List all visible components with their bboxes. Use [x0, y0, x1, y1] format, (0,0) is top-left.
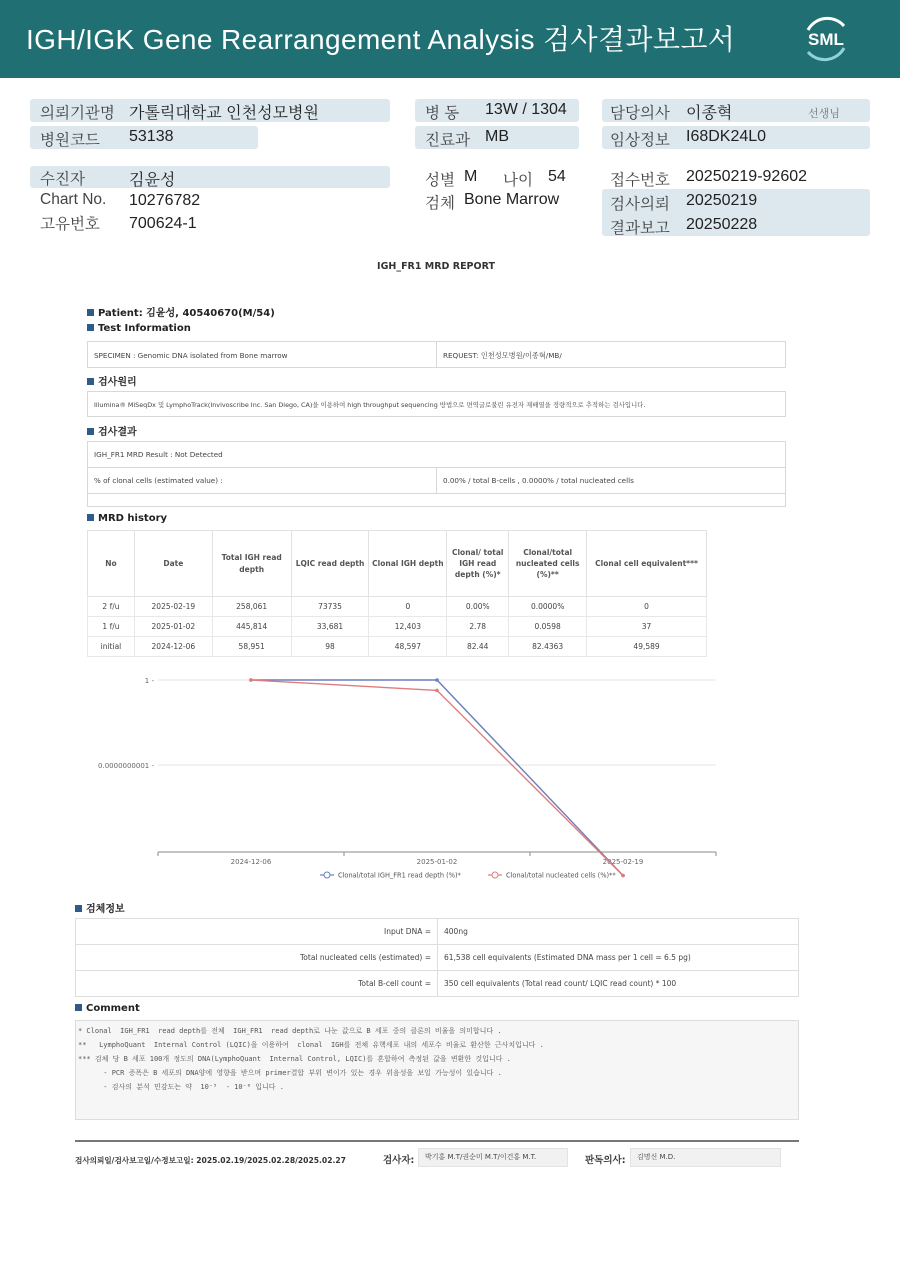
table-cell: initial	[88, 637, 135, 657]
table-cell: 37	[587, 617, 707, 637]
table-cell: 98	[291, 637, 369, 657]
clinical-label: 임상정보	[610, 132, 670, 149]
result-row-divider-2	[87, 493, 786, 494]
dept-value: MB	[485, 128, 509, 145]
test-info-heading-text: Test Information	[98, 323, 191, 334]
specimen-info-heading	[75, 900, 125, 915]
ward-label: 병 동	[425, 105, 460, 122]
comment-line: - 검사의 분석 민감도는 약 10⁻⁵ - 10⁻⁶ 입니다 .	[78, 1083, 284, 1091]
principle-heading	[87, 373, 137, 388]
table-cell: 2025-02-19	[134, 597, 212, 617]
table-cell: 2024-12-06	[134, 637, 212, 657]
table-row	[76, 945, 799, 971]
y-tick-label: 1 -	[144, 677, 154, 685]
table-cell: 0.00%	[447, 597, 509, 617]
col-header: Clonal cell equivalent***	[587, 531, 707, 597]
col-header: Clonal/ total IGH read depth (%)*	[447, 531, 509, 597]
report-value: 20250228	[686, 216, 758, 233]
square-bullet-icon	[75, 905, 82, 912]
table-cell: 48,597	[369, 637, 447, 657]
comment-heading	[75, 1003, 140, 1014]
sex-label: 성별	[425, 172, 455, 189]
sex-value: M	[464, 168, 478, 185]
specimen-key: Input DNA =	[76, 919, 438, 945]
clinical-value: I68DK24L0	[686, 128, 767, 145]
col-header: Date	[134, 531, 212, 597]
y-tick-label: 0.0000000001 -	[98, 762, 154, 770]
table-cell: 0.0598	[509, 617, 587, 637]
table-cell: 33,681	[291, 617, 369, 637]
hospital-code-value: 53138	[129, 128, 174, 145]
table-row	[88, 637, 707, 657]
col-header: Total IGH read depth	[212, 531, 291, 597]
table-row	[88, 597, 707, 617]
ward-value: 13W / 1304	[485, 101, 567, 118]
chart-no-value: 10276782	[129, 192, 201, 209]
clonal-label: % of clonal cells (estimated value) :	[94, 476, 223, 485]
principle-heading-text: 검사원리	[98, 377, 137, 388]
square-bullet-icon	[87, 309, 94, 316]
report-label: 결과보고	[610, 220, 670, 237]
specimen-info-text: SPECIMEN : Genomic DNA isolated from Bone marrow	[94, 351, 288, 360]
comment-line: - PCR 증폭은 B 세포의 DNA양에 영향을 받으며 primer결합 부위 변이가 있는 경우 위음성을 보일 가능성이 있습니다 .	[78, 1069, 502, 1077]
tester-label: 검사자:	[383, 1155, 415, 1166]
result-heading-text: 검사결과	[98, 427, 137, 438]
comment-line: * Clonal IGH_FR1 read depth를 전체 IGH_FR1 read depth로 나눈 값으로 B 세포 중의 클론의 비율을 의미합니다 .	[78, 1027, 502, 1035]
specimen-key: Total nucleated cells (estimated) =	[76, 945, 438, 971]
series-point	[435, 678, 439, 682]
specimen-key: Total B-cell count =	[76, 971, 438, 997]
doctor-suffix: 선생님	[808, 108, 840, 120]
x-tick-label: 2025-01-02	[416, 858, 458, 866]
specimen-value: 400ng	[438, 919, 799, 945]
patient-value: 김윤성	[129, 172, 176, 189]
square-bullet-icon	[87, 514, 94, 521]
table-cell: 258,061	[212, 597, 291, 617]
specimen-value: 61,538 cell equivalents (Estimated DNA mass per 1 cell = 6.5 pg)	[438, 945, 799, 971]
reader-value: 김명신 M.D.	[630, 1148, 781, 1167]
tester-value: 박기홍 M.T/권순미 M.T/이건홍 M.T.	[418, 1148, 568, 1167]
col-header: Clonal/total nucleated cells (%)**	[509, 531, 587, 597]
specimen-info-table	[75, 918, 799, 997]
principle-text: Illumina® MiSeqDx 및 LymphoTrack(Invivoscribe Inc. San Diego, CA)을 이용하여 high throughput sequencing 방법으로 면역글로불린 유전자 재배열을 정량적으로 추적하는 검사입니다.	[94, 401, 646, 409]
table-cell: 49,589	[587, 637, 707, 657]
series-line	[251, 680, 623, 876]
table-cell: 2.78	[447, 617, 509, 637]
comment-line: ** LymphoQuant Internal Control (LQIC)을 이용하여 clonal IGH를 전체 유핵세포 내의 세포수 비율로 환산한 근사치입니다 .	[78, 1041, 544, 1049]
table-row	[88, 617, 707, 637]
series-point	[249, 678, 253, 682]
series-point	[621, 874, 625, 878]
comment-box	[75, 1020, 799, 1120]
clonal-value: 0.00% / total B-cells , 0.0000% / total nucleated cells	[443, 476, 634, 485]
specimen-info-heading-text: 검체정보	[86, 904, 125, 915]
request-value: 20250219	[686, 192, 758, 209]
receipt-value: 20250219-92602	[686, 168, 808, 185]
table-cell: 2 f/u	[88, 597, 135, 617]
table-row	[76, 919, 799, 945]
test-info-divider	[436, 341, 437, 368]
age-value: 54	[548, 168, 566, 185]
table-cell: 82.4363	[509, 637, 587, 657]
result-col-divider	[436, 467, 437, 493]
result-heading	[87, 423, 137, 438]
table-cell: 73735	[291, 597, 369, 617]
institution-value: 가톨릭대학교 인천성모병원	[129, 105, 319, 122]
doctor-value: 이종혁	[686, 105, 733, 122]
table-cell: 445,814	[212, 617, 291, 637]
specimen-value: Bone Marrow	[464, 191, 560, 208]
patient-line	[87, 304, 275, 319]
series-point	[435, 689, 439, 693]
col-header: LQIC read depth	[291, 531, 369, 597]
table-cell: 58,951	[212, 637, 291, 657]
legend-label: Clonal/total IGH_FR1 read depth (%)*	[338, 871, 461, 880]
dept-label: 진료과	[425, 132, 470, 149]
report-header	[0, 0, 900, 78]
chart-no-label: Chart No.	[40, 191, 107, 208]
x-tick-label: 2025-02-19	[602, 858, 644, 866]
specimen-value: 350 cell equivalents (Total read count/ LQIC read count) * 100	[438, 971, 799, 997]
table-row	[76, 971, 799, 997]
test-info-heading	[87, 323, 191, 334]
mrd-history-table	[87, 530, 707, 657]
result-text: IGH_FR1 MRD Result : Not Detected	[94, 450, 223, 459]
request-info-text: REQUEST: 인천성모병원/이종혁/MB/	[443, 351, 562, 360]
square-bullet-icon	[87, 378, 94, 385]
table-cell: 82.44	[447, 637, 509, 657]
sml-logo	[798, 12, 854, 66]
mrd-line-chart	[90, 666, 730, 886]
col-header: Clonal IGH depth	[369, 531, 447, 597]
request-label: 검사의뢰	[610, 196, 670, 213]
table-cell: 2025-01-02	[134, 617, 212, 637]
report-title: IGH/IGK Gene Rearrangement Analysis 검사결과보고서	[26, 24, 736, 55]
table-cell: 0	[587, 597, 707, 617]
receipt-label: 접수번호	[610, 172, 670, 189]
age-label: 나이	[503, 172, 533, 189]
col-header: No	[88, 531, 135, 597]
mrd-report-title: IGH_FR1 MRD REPORT	[377, 261, 495, 272]
square-bullet-icon	[87, 428, 94, 435]
legend-label: Clonal/total nucleated cells (%)**	[506, 871, 616, 880]
svg-text:SML: SML	[808, 30, 844, 49]
square-bullet-icon	[87, 324, 94, 331]
doctor-label: 담당의사	[610, 105, 670, 122]
footer-divider	[75, 1140, 799, 1142]
mrd-history-heading-text: MRD history	[98, 513, 168, 524]
hospital-code-label: 병원코드	[40, 132, 100, 149]
comment-line: *** 검체 당 B 세포 100개 정도의 DNA(LymphoQuant Internal Control, LQIC)를 혼합하여 측정된 값을 변환한 것입니다 .	[78, 1055, 511, 1063]
series-line	[251, 680, 623, 876]
table-header-row	[88, 531, 707, 597]
square-bullet-icon	[75, 1004, 82, 1011]
table-cell: 12,403	[369, 617, 447, 637]
mrd-history-heading	[87, 513, 167, 524]
legend-marker	[324, 872, 330, 878]
table-cell: 0	[369, 597, 447, 617]
table-cell: 1 f/u	[88, 617, 135, 637]
reader-label: 판독의사:	[585, 1155, 626, 1166]
table-cell: 0.0000%	[509, 597, 587, 617]
x-tick-label: 2024-12-06	[230, 858, 272, 866]
unique-no-label: 고유번호	[40, 216, 100, 233]
unique-no-value: 700624-1	[129, 215, 197, 232]
institution-label: 의뢰기관명	[40, 105, 115, 122]
patient-line-text: Patient: 김윤성, 40540670(M/54)	[98, 308, 275, 319]
patient-label: 수진자	[40, 171, 85, 188]
comment-heading-text: Comment	[86, 1003, 140, 1014]
legend-marker	[492, 872, 498, 878]
specimen-label: 검체	[425, 195, 455, 212]
footer-dates: 검사의뢰일/검사보고일/수정보고일: 2025.02.19/2025.02.28/2025.02.27	[75, 1156, 346, 1165]
